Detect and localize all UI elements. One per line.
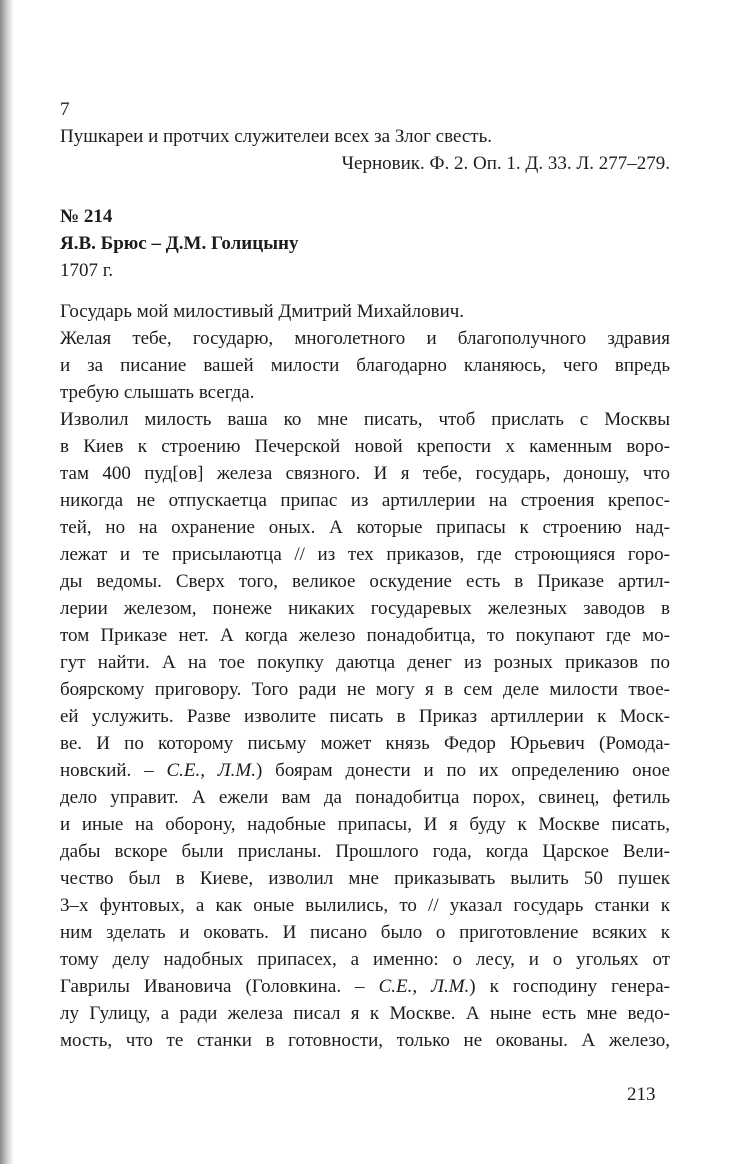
text-line: в Киев к строению Печерской новой крепости х каменным воро-	[60, 436, 670, 457]
text-line: чество был в Киеве, изволил мне приказывать вылить 50 пушек	[60, 868, 670, 889]
text-line: дабы вскоре были присланы. Прошлого года, когда Царское Вели-	[60, 841, 670, 862]
text-line: и иные на оборону, надобные припасы, И я буду к Москве писать,	[60, 814, 670, 835]
document-heading: Я.В. Брюс – Д.М. Голицыну	[60, 233, 299, 254]
text-line: и за писание вашей милости благодарно кланяюсь, чего впредь	[60, 355, 670, 376]
text-line: ним зделать и оковать. И писано было о приготовление всяких к	[60, 922, 670, 943]
text-line: новский. – С.Е., Л.М.) боярам донести и по их определению оное	[60, 760, 670, 781]
text-line: лерии железом, понеже никаких государевых железных заводов в	[60, 598, 670, 619]
text-line: Изволил милость ваша ко мне писать, чтоб прислать с Москвы	[60, 409, 670, 430]
letter-body	[60, 298, 670, 1054]
footnote-number: 7	[60, 99, 70, 120]
text-line: дело управит. А ежели вам да понадобитца порох, свинец, фетиль	[60, 787, 670, 808]
text-line: тому делу надобных припасех, а именно: о лесу, и о угольях от	[60, 949, 670, 970]
text-line: лежат и те присылаютца // из тех приказов, где строющияся горо-	[60, 544, 670, 565]
text-line: никогда не отпускаетца припас из артиллерии на строения крепос-	[60, 490, 670, 511]
page-content	[60, 96, 670, 1054]
text-line: Желая тебе, государю, многолетного и благополучного здравия	[60, 328, 670, 349]
text-line: лу Гулицу, а ради железа писал я к Москве. А ныне есть мне ведо-	[60, 1003, 670, 1024]
text-line: Гаврилы Ивановича (Головкина. – С.Е., Л.М.) к господину генера-	[60, 976, 670, 997]
page-number: 213	[627, 1084, 656, 1105]
footnote-text: Пушкареи и протчих служителеи всех за Злог свесть.	[60, 126, 493, 147]
text-line: ве. И по которому письму может князь Федор Юрьевич (Ромода-	[60, 733, 670, 754]
document-number: № 214	[60, 206, 113, 227]
text-line: том Приказе нет. А когда железо понадобитца, то покупают где мо-	[60, 625, 670, 646]
text-line: тей, но на охранение оных. А которые припасы к строению над-	[60, 517, 670, 538]
text-line: ды ведомы. Сверх того, великое оскудение есть в Приказе артил-	[60, 571, 670, 592]
text-line: там 400 пуд[ов] железа связного. И я тебе, государь, доношу, что	[60, 463, 670, 484]
text-line: гут найти. А на тое покупку даютца денег из розных приказов по	[60, 652, 670, 673]
text-line: 3–х фунтовых, а как оные вылились, то // указал государь станки к	[60, 895, 670, 916]
text-line: Государь мой милостивый Дмитрий Михайлович.	[60, 301, 465, 322]
text-line: боярскому приговору. Того ради не могу я в сем деле милости твое-	[60, 679, 670, 700]
text-line: ей услужить. Разве изволите писать в Приказ артиллерии к Моск-	[60, 706, 670, 727]
text-line: требую слышать всегда.	[60, 382, 255, 403]
source-reference: Черновик. Ф. 2. Оп. 1. Д. 33. Л. 277–279.	[341, 153, 670, 174]
page-edge-shadow	[0, 0, 14, 1164]
text-line: мость, что те станки в готовности, только не окованы. А железо,	[60, 1030, 670, 1051]
document-date: 1707 г.	[60, 260, 114, 281]
